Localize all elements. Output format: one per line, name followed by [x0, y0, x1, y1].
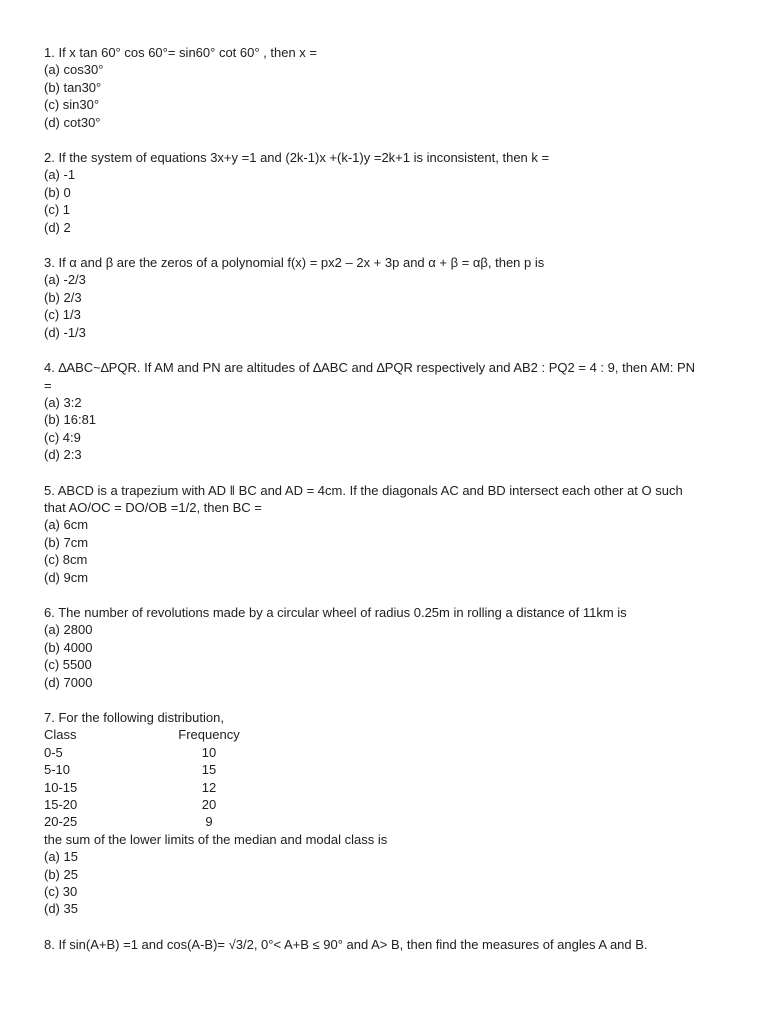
table-cell-class: 5-10: [44, 762, 71, 778]
option-b: (b) 7cm: [44, 534, 89, 550]
option-c: (c) 1/3: [44, 307, 81, 323]
option-a: (a) -1: [44, 167, 76, 183]
option-d: (d) 7000: [44, 674, 93, 690]
question-7: [44, 709, 728, 918]
option-c: (c) 4:9: [44, 429, 81, 445]
distribution-table: [44, 726, 274, 830]
option-a: (a) -2/3: [44, 272, 86, 288]
question-5: [44, 482, 728, 586]
table-cell-class: 10-15: [44, 779, 78, 795]
option-b: (b) 0: [44, 184, 71, 200]
question-3: [44, 254, 728, 341]
option-b: (b) 2/3: [44, 289, 82, 305]
question-text-after-table: the sum of the lower limits of the median and modal class is: [44, 831, 388, 847]
option-b: (b) 16:81: [44, 412, 97, 428]
table-row: [44, 813, 274, 830]
option-d: (d) -1/3: [44, 324, 86, 340]
question-text: 8. If sin(A+B) =1 and cos(A-B)= √3/2, 0°< A+B ≤ 90° and A> B, then find the measures of angles A and B.: [44, 936, 648, 952]
option-d: (d) 2: [44, 219, 71, 235]
option-b: (b) tan30°: [44, 79, 102, 95]
table-row: [44, 796, 274, 813]
option-d: (d) 2:3: [44, 447, 82, 463]
option-b: (b) 25: [44, 866, 78, 882]
table-cell-frequency: 9: [205, 814, 213, 830]
table-row: [44, 779, 274, 796]
option-c: (c) 5500: [44, 657, 92, 673]
question-6: [44, 604, 728, 691]
question-text-continued: that AO/OC = DO/OB =1/2, then BC =: [44, 499, 262, 515]
option-d: (d) cot30°: [44, 114, 101, 130]
option-b: (b) 4000: [44, 639, 93, 655]
question-text: 1. If x tan 60° cos 60°= sin60° cot 60° , then x =: [44, 45, 318, 60]
option-a: (a) 2800: [44, 622, 93, 638]
table-row: [44, 761, 274, 778]
option-a: (a) 6cm: [44, 517, 89, 533]
table-cell-frequency: 15: [201, 762, 217, 778]
question-8: [44, 936, 728, 953]
table-header-row: [44, 726, 274, 743]
question-1: [44, 44, 728, 131]
table-cell-class: 15-20: [44, 797, 78, 813]
option-a: (a) 15: [44, 849, 78, 865]
table-cell-frequency: 10: [201, 744, 217, 760]
table-cell-class: 20-25: [44, 814, 78, 830]
question-text: 3. If α and β are the zeros of a polynomial f(x) = px2 – 2x + 3p and α + β = αβ, then p is: [44, 255, 545, 271]
option-c: (c) 30: [44, 884, 78, 900]
option-c: (c) 8cm: [44, 552, 88, 568]
question-text: 6. The number of revolutions made by a circular wheel of radius 0.25m in rolling a distance of 11km is: [44, 604, 627, 620]
option-a: (a) 3:2: [44, 394, 82, 410]
table-header-class: Class: [44, 727, 77, 743]
option-d: (d) 9cm: [44, 569, 89, 585]
table-cell-frequency: 20: [201, 797, 217, 813]
option-c: (c) sin30°: [44, 97, 100, 113]
option-a: (a) cos30°: [44, 62, 104, 78]
option-c: (c) 1: [44, 202, 70, 218]
option-d: (d) 35: [44, 901, 78, 917]
table-cell-frequency: 12: [201, 779, 217, 795]
question-text: 5. ABCD is a trapezium with AD ǁ BC and AD = 4cm. If the diagonals AC and BD intersect each other at O such: [44, 482, 683, 498]
table-cell-class: 0-5: [44, 744, 63, 760]
question-4: [44, 359, 728, 463]
table-row: [44, 744, 274, 761]
question-text-continued: =: [44, 377, 52, 393]
table-header-frequency: Frequency: [178, 727, 240, 743]
question-text: 4. ∆ABC~∆PQR. If AM and PN are altitudes of ∆ABC and ∆PQR respectively and AB2 : PQ2 = 4 : 9, then AM: PN: [44, 360, 696, 376]
question-2: [44, 149, 728, 236]
question-text: 7. For the following distribution,: [44, 710, 224, 725]
question-text: 2. If the system of equations 3x+y =1 and (2k-1)x +(k-1)y =2k+1 is inconsistent, then k =: [44, 150, 550, 166]
